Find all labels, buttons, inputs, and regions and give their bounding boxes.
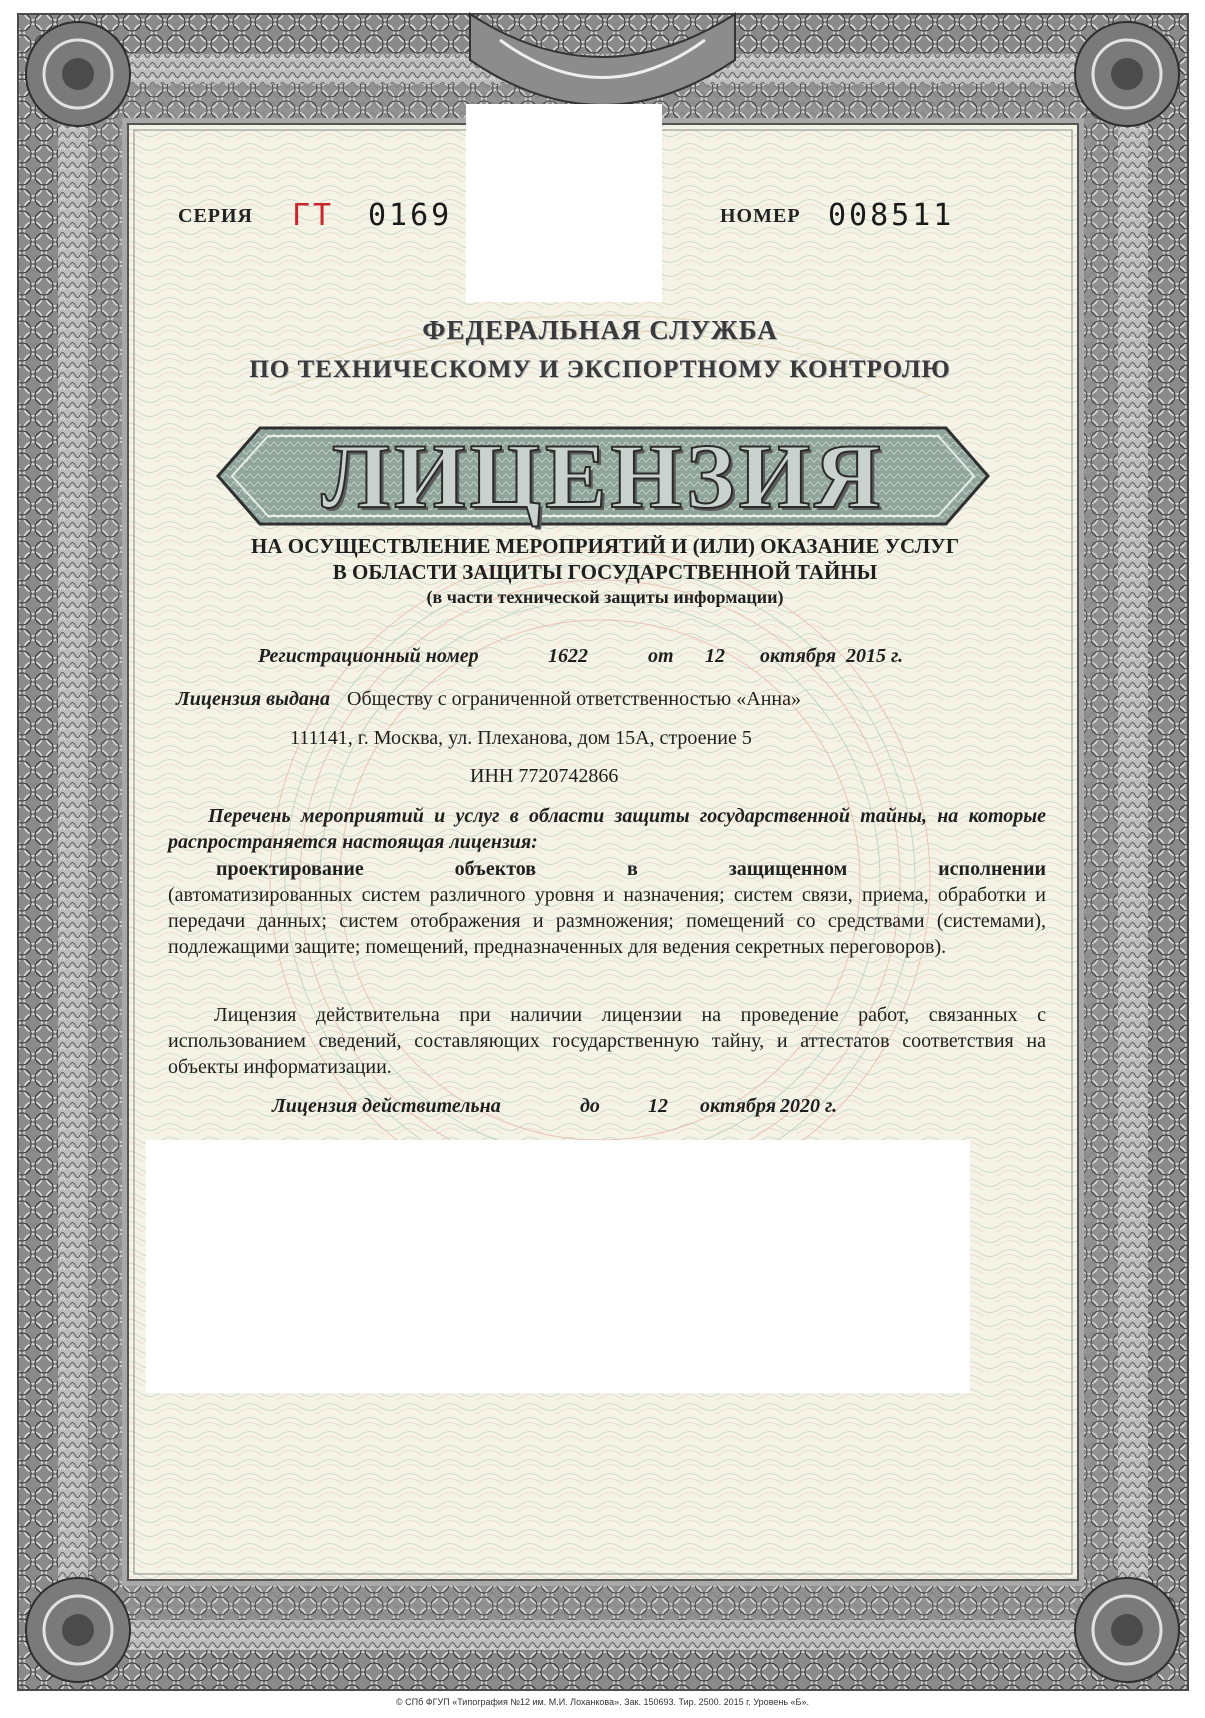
- number-label: НОМЕР: [720, 205, 801, 227]
- license-number: 008511: [828, 198, 955, 233]
- license-holder: Обществу с ограниченной ответственностью «Анна»: [347, 688, 801, 710]
- registration-from: от: [648, 645, 674, 667]
- series-letters: ГТ: [292, 198, 335, 233]
- printer-imprint: © СПб ФГУП «Типография №12 им. М.И. Лоханкова». Зак. 150693. Тир. 2500. 2015 г. Уровень «Б».: [396, 1697, 809, 1707]
- agency-line-1: ФЕДЕРАЛЬНАЯ СЛУЖБА: [422, 315, 778, 345]
- document-title: ЛИЦЕНЗИЯ: [321, 425, 885, 527]
- valid-until-year: 2020 г.: [780, 1095, 838, 1117]
- subtitle-line-2: В ОБЛАСТИ ЗАЩИТЫ ГОСУДАРСТВЕННОЙ ТАЙНЫ: [332, 560, 878, 584]
- valid-until-day: 12: [648, 1095, 668, 1117]
- valid-until-month: октября: [700, 1095, 776, 1117]
- series-number: 0169: [368, 198, 453, 233]
- series-label: СЕРИЯ: [178, 205, 253, 227]
- redacted-area-top: [466, 104, 662, 302]
- registration-label: Регистрационный номер: [258, 645, 479, 667]
- services-heading: Перечень мероприятий и услуг в области защиты государственной тайны, на которые распространяется настоящая лицензия:: [168, 805, 1046, 853]
- issued-label: Лицензия выдана: [176, 688, 331, 710]
- redacted-area-bottom: [146, 1140, 970, 1393]
- subtitle-line-1: НА ОСУЩЕСТВЛЕНИЕ МЕРОПРИЯТИЙ И (ИЛИ) ОКАЗАНИЕ УСЛУГ: [250, 534, 960, 558]
- agency-line-2: ПО ТЕХНИЧЕСКОМУ И ЭКСПОРТНОМУ КОНТРОЛЮ: [249, 356, 951, 383]
- registration-year: 2015 г.: [846, 645, 904, 667]
- services-item-title: проектирование объектов в защищенном исполнении: [216, 858, 1046, 880]
- holder-inn: ИНН 7720742866: [470, 765, 619, 787]
- services-item-details: (автоматизированных систем различного уровня и назначения; систем связи, приема, обработки и передачи данных; систем отображения и размножения; помещений со средствами (системами), подлежащими защите; помещений, предназначенных для ведения секретных переговоров).: [168, 884, 1046, 958]
- validity-note: Лицензия действительна при наличии лицензии на проведение работ, связанных с использованием сведений, составляющих государственную тайну, и аттестатов соответствия на объекты информатизации.: [168, 1004, 1046, 1078]
- holder-address: 111141, г. Москва, ул. Плеханова, дом 15А, строение 5: [290, 727, 752, 749]
- valid-until-preposition: до: [580, 1095, 600, 1117]
- registration-day: 12: [705, 645, 725, 667]
- services-item: [168, 856, 1046, 960]
- valid-until-label: Лицензия действительна: [272, 1095, 501, 1117]
- registration-month: октября: [760, 645, 836, 667]
- registration-number: 1622: [548, 645, 588, 667]
- subtitle-line-3: (в части технической защиты информации): [426, 587, 784, 607]
